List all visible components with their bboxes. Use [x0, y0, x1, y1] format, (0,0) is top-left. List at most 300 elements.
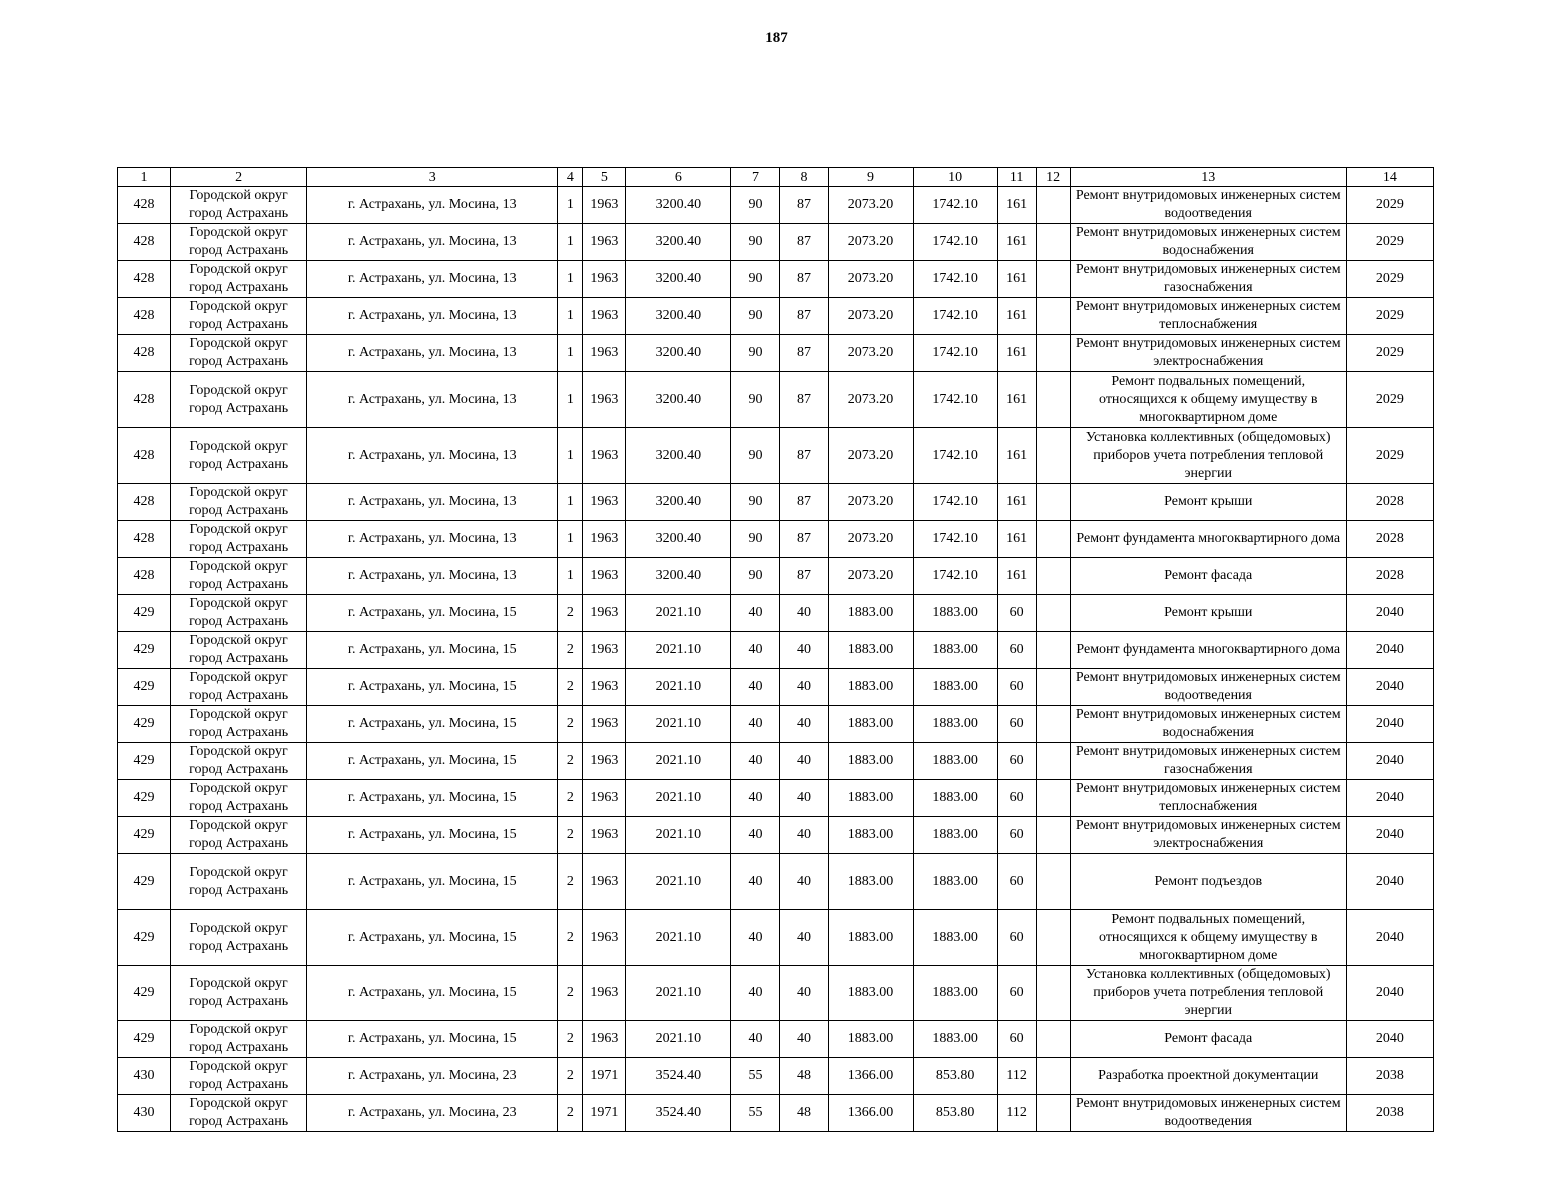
apartments-total-cell: 40 — [731, 910, 780, 966]
residential-area-cell: 2073.20 — [828, 428, 913, 484]
total-area-cell: 3200.40 — [626, 187, 731, 224]
apartments-residential-cell: 87 — [780, 335, 828, 372]
total-area-cell: 3200.40 — [626, 428, 731, 484]
col-12-cell — [1036, 817, 1070, 854]
residential-area-cell: 1883.00 — [828, 854, 913, 910]
residents-cell: 161 — [997, 372, 1036, 428]
address-cell: г. Астрахань, ул. Мосина, 23 — [307, 1095, 558, 1132]
residents-cell: 60 — [997, 595, 1036, 632]
residential-area-cell: 1883.00 — [828, 966, 913, 1021]
row-number-cell: 428 — [118, 521, 171, 558]
apartments-total-cell: 90 — [731, 484, 780, 521]
material-code-cell: 1 — [558, 372, 583, 428]
total-area-cell: 3200.40 — [626, 484, 731, 521]
address-cell: г. Астрахань, ул. Мосина, 15 — [307, 706, 558, 743]
address-cell: г. Астрахань, ул. Мосина, 13 — [307, 224, 558, 261]
year-built-cell: 1963 — [583, 854, 626, 910]
row-number-cell: 429 — [118, 854, 171, 910]
address-cell: г. Астрахань, ул. Мосина, 15 — [307, 910, 558, 966]
apartments-residential-cell: 40 — [780, 743, 828, 780]
work-type-cell: Ремонт внутридомовых инженерных систем водоснабжения — [1070, 706, 1346, 743]
work-type-cell: Ремонт внутридомовых инженерных систем водоотведения — [1070, 187, 1346, 224]
apartments-residential-cell: 87 — [780, 187, 828, 224]
apartments-residential-cell: 87 — [780, 261, 828, 298]
table-row — [118, 669, 1434, 706]
row-number-cell: 429 — [118, 743, 171, 780]
table-row — [118, 780, 1434, 817]
column-header-1: 1 — [118, 168, 171, 187]
residents-cell: 161 — [997, 298, 1036, 335]
planned-year-cell: 2040 — [1346, 780, 1433, 817]
residential-area-cell: 2073.20 — [828, 558, 913, 595]
total-area-cell: 3524.40 — [626, 1095, 731, 1132]
municipality-cell: Городской округ город Астрахань — [171, 187, 307, 224]
apartments-total-cell: 90 — [731, 372, 780, 428]
table-row — [118, 261, 1434, 298]
column-header-4: 4 — [558, 168, 583, 187]
planned-year-cell: 2040 — [1346, 966, 1433, 1021]
apartments-residential-cell: 40 — [780, 966, 828, 1021]
work-type-cell: Ремонт крыши — [1070, 484, 1346, 521]
planned-year-cell: 2040 — [1346, 706, 1433, 743]
residents-cell: 161 — [997, 261, 1036, 298]
work-type-cell: Ремонт фасада — [1070, 1021, 1346, 1058]
table-row — [118, 335, 1434, 372]
total-area-cell: 3200.40 — [626, 261, 731, 298]
work-type-cell: Ремонт подвальных помещений, относящихся к общему имуществу в многоквартирном доме — [1070, 372, 1346, 428]
apartments-total-cell: 40 — [731, 817, 780, 854]
material-code-cell: 1 — [558, 298, 583, 335]
apartments-residential-cell: 40 — [780, 854, 828, 910]
residential-area-cell: 2073.20 — [828, 261, 913, 298]
residential-area-cell: 1883.00 — [828, 706, 913, 743]
work-type-cell: Разработка проектной документации — [1070, 1058, 1346, 1095]
planned-year-cell: 2040 — [1346, 854, 1433, 910]
residents-cell: 161 — [997, 521, 1036, 558]
work-type-cell: Ремонт внутридомовых инженерных систем водоотведения — [1070, 1095, 1346, 1132]
residential-area-cell: 1883.00 — [828, 1021, 913, 1058]
private-area-cell: 1742.10 — [913, 484, 997, 521]
col-12-cell — [1036, 706, 1070, 743]
private-area-cell: 1883.00 — [913, 966, 997, 1021]
table-row — [118, 224, 1434, 261]
work-type-cell: Ремонт внутридомовых инженерных систем водоотведения — [1070, 669, 1346, 706]
col-12-cell — [1036, 854, 1070, 910]
row-number-cell: 429 — [118, 910, 171, 966]
work-type-cell: Ремонт внутридомовых инженерных систем водоснабжения — [1070, 224, 1346, 261]
material-code-cell: 1 — [558, 558, 583, 595]
column-header-12: 12 — [1036, 168, 1070, 187]
municipality-cell: Городской округ город Астрахань — [171, 521, 307, 558]
work-type-cell: Ремонт подъездов — [1070, 854, 1346, 910]
year-built-cell: 1963 — [583, 484, 626, 521]
address-cell: г. Астрахань, ул. Мосина, 13 — [307, 187, 558, 224]
planned-year-cell: 2029 — [1346, 428, 1433, 484]
residents-cell: 60 — [997, 1021, 1036, 1058]
planned-year-cell: 2029 — [1346, 298, 1433, 335]
planned-year-cell: 2029 — [1346, 187, 1433, 224]
private-area-cell: 1883.00 — [913, 854, 997, 910]
apartments-total-cell: 40 — [731, 669, 780, 706]
apartments-total-cell: 40 — [731, 595, 780, 632]
private-area-cell: 1742.10 — [913, 558, 997, 595]
year-built-cell: 1963 — [583, 595, 626, 632]
material-code-cell: 1 — [558, 224, 583, 261]
private-area-cell: 1883.00 — [913, 1021, 997, 1058]
private-area-cell: 1742.10 — [913, 335, 997, 372]
municipality-cell: Городской округ город Астрахань — [171, 484, 307, 521]
material-code-cell: 1 — [558, 428, 583, 484]
apartments-total-cell: 90 — [731, 521, 780, 558]
work-type-cell: Установка коллективных (общедомовых) приборов учета потребления тепловой энергии — [1070, 966, 1346, 1021]
planned-year-cell: 2029 — [1346, 261, 1433, 298]
residential-area-cell: 1883.00 — [828, 910, 913, 966]
work-type-cell: Ремонт подвальных помещений, относящихся к общему имуществу в многоквартирном доме — [1070, 910, 1346, 966]
apartments-total-cell: 90 — [731, 224, 780, 261]
private-area-cell: 853.80 — [913, 1058, 997, 1095]
municipality-cell: Городской округ город Астрахань — [171, 910, 307, 966]
row-number-cell: 430 — [118, 1058, 171, 1095]
row-number-cell: 429 — [118, 669, 171, 706]
address-cell: г. Астрахань, ул. Мосина, 15 — [307, 632, 558, 669]
total-area-cell: 3524.40 — [626, 1058, 731, 1095]
apartments-residential-cell: 87 — [780, 521, 828, 558]
apartments-residential-cell: 40 — [780, 910, 828, 966]
material-code-cell: 2 — [558, 1095, 583, 1132]
work-type-cell: Ремонт внутридомовых инженерных систем газоснабжения — [1070, 743, 1346, 780]
column-header-9: 9 — [828, 168, 913, 187]
apartments-residential-cell: 87 — [780, 372, 828, 428]
capital-repair-table — [117, 167, 1434, 1132]
year-built-cell: 1963 — [583, 428, 626, 484]
total-area-cell: 2021.10 — [626, 854, 731, 910]
column-header-7: 7 — [731, 168, 780, 187]
material-code-cell: 2 — [558, 1058, 583, 1095]
address-cell: г. Астрахань, ул. Мосина, 13 — [307, 335, 558, 372]
residential-area-cell: 1883.00 — [828, 669, 913, 706]
residents-cell: 60 — [997, 743, 1036, 780]
col-12-cell — [1036, 484, 1070, 521]
total-area-cell: 2021.10 — [626, 817, 731, 854]
municipality-cell: Городской округ город Астрахань — [171, 632, 307, 669]
municipality-cell: Городской округ город Астрахань — [171, 1095, 307, 1132]
apartments-residential-cell: 48 — [780, 1095, 828, 1132]
municipality-cell: Городской округ город Астрахань — [171, 224, 307, 261]
private-area-cell: 1742.10 — [913, 521, 997, 558]
year-built-cell: 1963 — [583, 187, 626, 224]
residents-cell: 161 — [997, 484, 1036, 521]
col-12-cell — [1036, 187, 1070, 224]
private-area-cell: 1742.10 — [913, 372, 997, 428]
residents-cell: 161 — [997, 558, 1036, 595]
residential-area-cell: 2073.20 — [828, 298, 913, 335]
table-row — [118, 632, 1434, 669]
apartments-total-cell: 55 — [731, 1058, 780, 1095]
apartments-residential-cell: 87 — [780, 558, 828, 595]
table-row — [118, 521, 1434, 558]
residential-area-cell: 2073.20 — [828, 335, 913, 372]
address-cell: г. Астрахань, ул. Мосина, 15 — [307, 780, 558, 817]
apartments-residential-cell: 40 — [780, 669, 828, 706]
material-code-cell: 2 — [558, 966, 583, 1021]
year-built-cell: 1963 — [583, 706, 626, 743]
residents-cell: 112 — [997, 1058, 1036, 1095]
residents-cell: 161 — [997, 224, 1036, 261]
year-built-cell: 1971 — [583, 1058, 626, 1095]
planned-year-cell: 2038 — [1346, 1095, 1433, 1132]
municipality-cell: Городской округ город Астрахань — [171, 966, 307, 1021]
col-12-cell — [1036, 335, 1070, 372]
year-built-cell: 1963 — [583, 372, 626, 428]
col-12-cell — [1036, 1021, 1070, 1058]
work-type-cell: Ремонт внутридомовых инженерных систем теплоснабжения — [1070, 298, 1346, 335]
row-number-cell: 428 — [118, 261, 171, 298]
total-area-cell: 2021.10 — [626, 669, 731, 706]
total-area-cell: 2021.10 — [626, 595, 731, 632]
municipality-cell: Городской округ город Астрахань — [171, 1021, 307, 1058]
private-area-cell: 1742.10 — [913, 298, 997, 335]
address-cell: г. Астрахань, ул. Мосина, 13 — [307, 484, 558, 521]
year-built-cell: 1963 — [583, 780, 626, 817]
address-cell: г. Астрахань, ул. Мосина, 15 — [307, 595, 558, 632]
column-header-8: 8 — [780, 168, 828, 187]
residents-cell: 161 — [997, 335, 1036, 372]
municipality-cell: Городской округ город Астрахань — [171, 428, 307, 484]
row-number-cell: 429 — [118, 966, 171, 1021]
total-area-cell: 3200.40 — [626, 298, 731, 335]
total-area-cell: 2021.10 — [626, 780, 731, 817]
table-row — [118, 595, 1434, 632]
table-row — [118, 966, 1434, 1021]
apartments-total-cell: 40 — [731, 1021, 780, 1058]
material-code-cell: 2 — [558, 780, 583, 817]
material-code-cell: 2 — [558, 595, 583, 632]
work-type-cell: Ремонт фундамента многоквартирного дома — [1070, 521, 1346, 558]
apartments-residential-cell: 40 — [780, 817, 828, 854]
residents-cell: 60 — [997, 706, 1036, 743]
private-area-cell: 1742.10 — [913, 187, 997, 224]
col-12-cell — [1036, 224, 1070, 261]
apartments-residential-cell: 40 — [780, 1021, 828, 1058]
municipality-cell: Городской округ город Астрахань — [171, 743, 307, 780]
planned-year-cell: 2040 — [1346, 669, 1433, 706]
table-row — [118, 1095, 1434, 1132]
col-12-cell — [1036, 558, 1070, 595]
apartments-total-cell: 90 — [731, 558, 780, 595]
municipality-cell: Городской округ город Астрахань — [171, 780, 307, 817]
residents-cell: 60 — [997, 817, 1036, 854]
private-area-cell: 1883.00 — [913, 910, 997, 966]
apartments-total-cell: 40 — [731, 966, 780, 1021]
private-area-cell: 1883.00 — [913, 669, 997, 706]
total-area-cell: 2021.10 — [626, 1021, 731, 1058]
municipality-cell: Городской округ город Астрахань — [171, 335, 307, 372]
work-type-cell: Ремонт внутридомовых инженерных систем электроснабжения — [1070, 817, 1346, 854]
year-built-cell: 1963 — [583, 558, 626, 595]
col-12-cell — [1036, 521, 1070, 558]
private-area-cell: 1883.00 — [913, 743, 997, 780]
work-type-cell: Установка коллективных (общедомовых) приборов учета потребления тепловой энергии — [1070, 428, 1346, 484]
row-number-cell: 429 — [118, 817, 171, 854]
row-number-cell: 428 — [118, 484, 171, 521]
total-area-cell: 3200.40 — [626, 335, 731, 372]
apartments-total-cell: 55 — [731, 1095, 780, 1132]
year-built-cell: 1963 — [583, 1021, 626, 1058]
residents-cell: 60 — [997, 910, 1036, 966]
address-cell: г. Астрахань, ул. Мосина, 15 — [307, 854, 558, 910]
residents-cell: 60 — [997, 966, 1036, 1021]
planned-year-cell: 2029 — [1346, 372, 1433, 428]
row-number-cell: 428 — [118, 558, 171, 595]
address-cell: г. Астрахань, ул. Мосина, 13 — [307, 428, 558, 484]
work-type-cell: Ремонт фундамента многоквартирного дома — [1070, 632, 1346, 669]
planned-year-cell: 2038 — [1346, 1058, 1433, 1095]
year-built-cell: 1963 — [583, 966, 626, 1021]
address-cell: г. Астрахань, ул. Мосина, 13 — [307, 521, 558, 558]
material-code-cell: 2 — [558, 669, 583, 706]
address-cell: г. Астрахань, ул. Мосина, 23 — [307, 1058, 558, 1095]
total-area-cell: 3200.40 — [626, 372, 731, 428]
work-type-cell: Ремонт крыши — [1070, 595, 1346, 632]
address-cell: г. Астрахань, ул. Мосина, 13 — [307, 558, 558, 595]
material-code-cell: 1 — [558, 261, 583, 298]
material-code-cell: 2 — [558, 817, 583, 854]
residential-area-cell: 1366.00 — [828, 1095, 913, 1132]
total-area-cell: 3200.40 — [626, 521, 731, 558]
private-area-cell: 1883.00 — [913, 780, 997, 817]
col-12-cell — [1036, 1058, 1070, 1095]
col-12-cell — [1036, 298, 1070, 335]
private-area-cell: 1742.10 — [913, 261, 997, 298]
apartments-total-cell: 40 — [731, 854, 780, 910]
apartments-total-cell: 40 — [731, 780, 780, 817]
table-row — [118, 1058, 1434, 1095]
address-cell: г. Астрахань, ул. Мосина, 13 — [307, 261, 558, 298]
residential-area-cell: 1883.00 — [828, 743, 913, 780]
private-area-cell: 1742.10 — [913, 224, 997, 261]
col-12-cell — [1036, 632, 1070, 669]
col-12-cell — [1036, 1095, 1070, 1132]
row-number-cell: 429 — [118, 1021, 171, 1058]
apartments-residential-cell: 40 — [780, 595, 828, 632]
total-area-cell: 3200.40 — [626, 558, 731, 595]
col-12-cell — [1036, 428, 1070, 484]
total-area-cell: 2021.10 — [626, 910, 731, 966]
apartments-total-cell: 90 — [731, 335, 780, 372]
residents-cell: 112 — [997, 1095, 1036, 1132]
col-12-cell — [1036, 372, 1070, 428]
table-row — [118, 854, 1434, 910]
table-row — [118, 298, 1434, 335]
row-number-cell: 429 — [118, 595, 171, 632]
table-row — [118, 558, 1434, 595]
col-12-cell — [1036, 780, 1070, 817]
municipality-cell: Городской округ город Астрахань — [171, 261, 307, 298]
municipality-cell: Городской округ город Астрахань — [171, 706, 307, 743]
material-code-cell: 2 — [558, 854, 583, 910]
address-cell: г. Астрахань, ул. Мосина, 15 — [307, 1021, 558, 1058]
apartments-total-cell: 40 — [731, 632, 780, 669]
material-code-cell: 2 — [558, 1021, 583, 1058]
municipality-cell: Городской округ город Астрахань — [171, 854, 307, 910]
column-header-10: 10 — [913, 168, 997, 187]
material-code-cell: 1 — [558, 335, 583, 372]
year-built-cell: 1963 — [583, 298, 626, 335]
apartments-residential-cell: 87 — [780, 298, 828, 335]
municipality-cell: Городской округ город Астрахань — [171, 817, 307, 854]
column-header-13: 13 — [1070, 168, 1346, 187]
total-area-cell: 3200.40 — [626, 224, 731, 261]
year-built-cell: 1963 — [583, 335, 626, 372]
apartments-residential-cell: 87 — [780, 428, 828, 484]
header-row — [118, 168, 1434, 187]
material-code-cell: 1 — [558, 187, 583, 224]
municipality-cell: Городской округ город Астрахань — [171, 1058, 307, 1095]
private-area-cell: 1883.00 — [913, 817, 997, 854]
planned-year-cell: 2029 — [1346, 224, 1433, 261]
residential-area-cell: 2073.20 — [828, 521, 913, 558]
year-built-cell: 1963 — [583, 261, 626, 298]
table-row — [118, 910, 1434, 966]
col-12-cell — [1036, 669, 1070, 706]
municipality-cell: Городской округ город Астрахань — [171, 298, 307, 335]
planned-year-cell: 2028 — [1346, 484, 1433, 521]
column-header-5: 5 — [583, 168, 626, 187]
year-built-cell: 1963 — [583, 669, 626, 706]
year-built-cell: 1963 — [583, 910, 626, 966]
planned-year-cell: 2040 — [1346, 632, 1433, 669]
row-number-cell: 428 — [118, 372, 171, 428]
planned-year-cell: 2040 — [1346, 743, 1433, 780]
material-code-cell: 2 — [558, 910, 583, 966]
row-number-cell: 429 — [118, 780, 171, 817]
col-12-cell — [1036, 743, 1070, 780]
address-cell: г. Астрахань, ул. Мосина, 15 — [307, 817, 558, 854]
column-header-6: 6 — [626, 168, 731, 187]
material-code-cell: 2 — [558, 743, 583, 780]
year-built-cell: 1963 — [583, 817, 626, 854]
table-body — [118, 187, 1434, 1132]
apartments-total-cell: 40 — [731, 706, 780, 743]
apartments-residential-cell: 87 — [780, 224, 828, 261]
municipality-cell: Городской округ город Астрахань — [171, 372, 307, 428]
residents-cell: 60 — [997, 632, 1036, 669]
apartments-residential-cell: 87 — [780, 484, 828, 521]
residential-area-cell: 1366.00 — [828, 1058, 913, 1095]
apartments-residential-cell: 40 — [780, 780, 828, 817]
total-area-cell: 2021.10 — [626, 632, 731, 669]
residential-area-cell: 2073.20 — [828, 224, 913, 261]
apartments-total-cell: 90 — [731, 187, 780, 224]
planned-year-cell: 2029 — [1346, 335, 1433, 372]
apartments-residential-cell: 48 — [780, 1058, 828, 1095]
private-area-cell: 853.80 — [913, 1095, 997, 1132]
col-12-cell — [1036, 966, 1070, 1021]
apartments-total-cell: 90 — [731, 261, 780, 298]
address-cell: г. Астрахань, ул. Мосина, 13 — [307, 372, 558, 428]
residential-area-cell: 2073.20 — [828, 484, 913, 521]
residents-cell: 161 — [997, 187, 1036, 224]
year-built-cell: 1963 — [583, 743, 626, 780]
address-cell: г. Астрахань, ул. Мосина, 13 — [307, 298, 558, 335]
apartments-total-cell: 40 — [731, 743, 780, 780]
table-row — [118, 706, 1434, 743]
row-number-cell: 428 — [118, 335, 171, 372]
work-type-cell: Ремонт внутридомовых инженерных систем теплоснабжения — [1070, 780, 1346, 817]
year-built-cell: 1963 — [583, 224, 626, 261]
apartments-residential-cell: 40 — [780, 706, 828, 743]
year-built-cell: 1971 — [583, 1095, 626, 1132]
